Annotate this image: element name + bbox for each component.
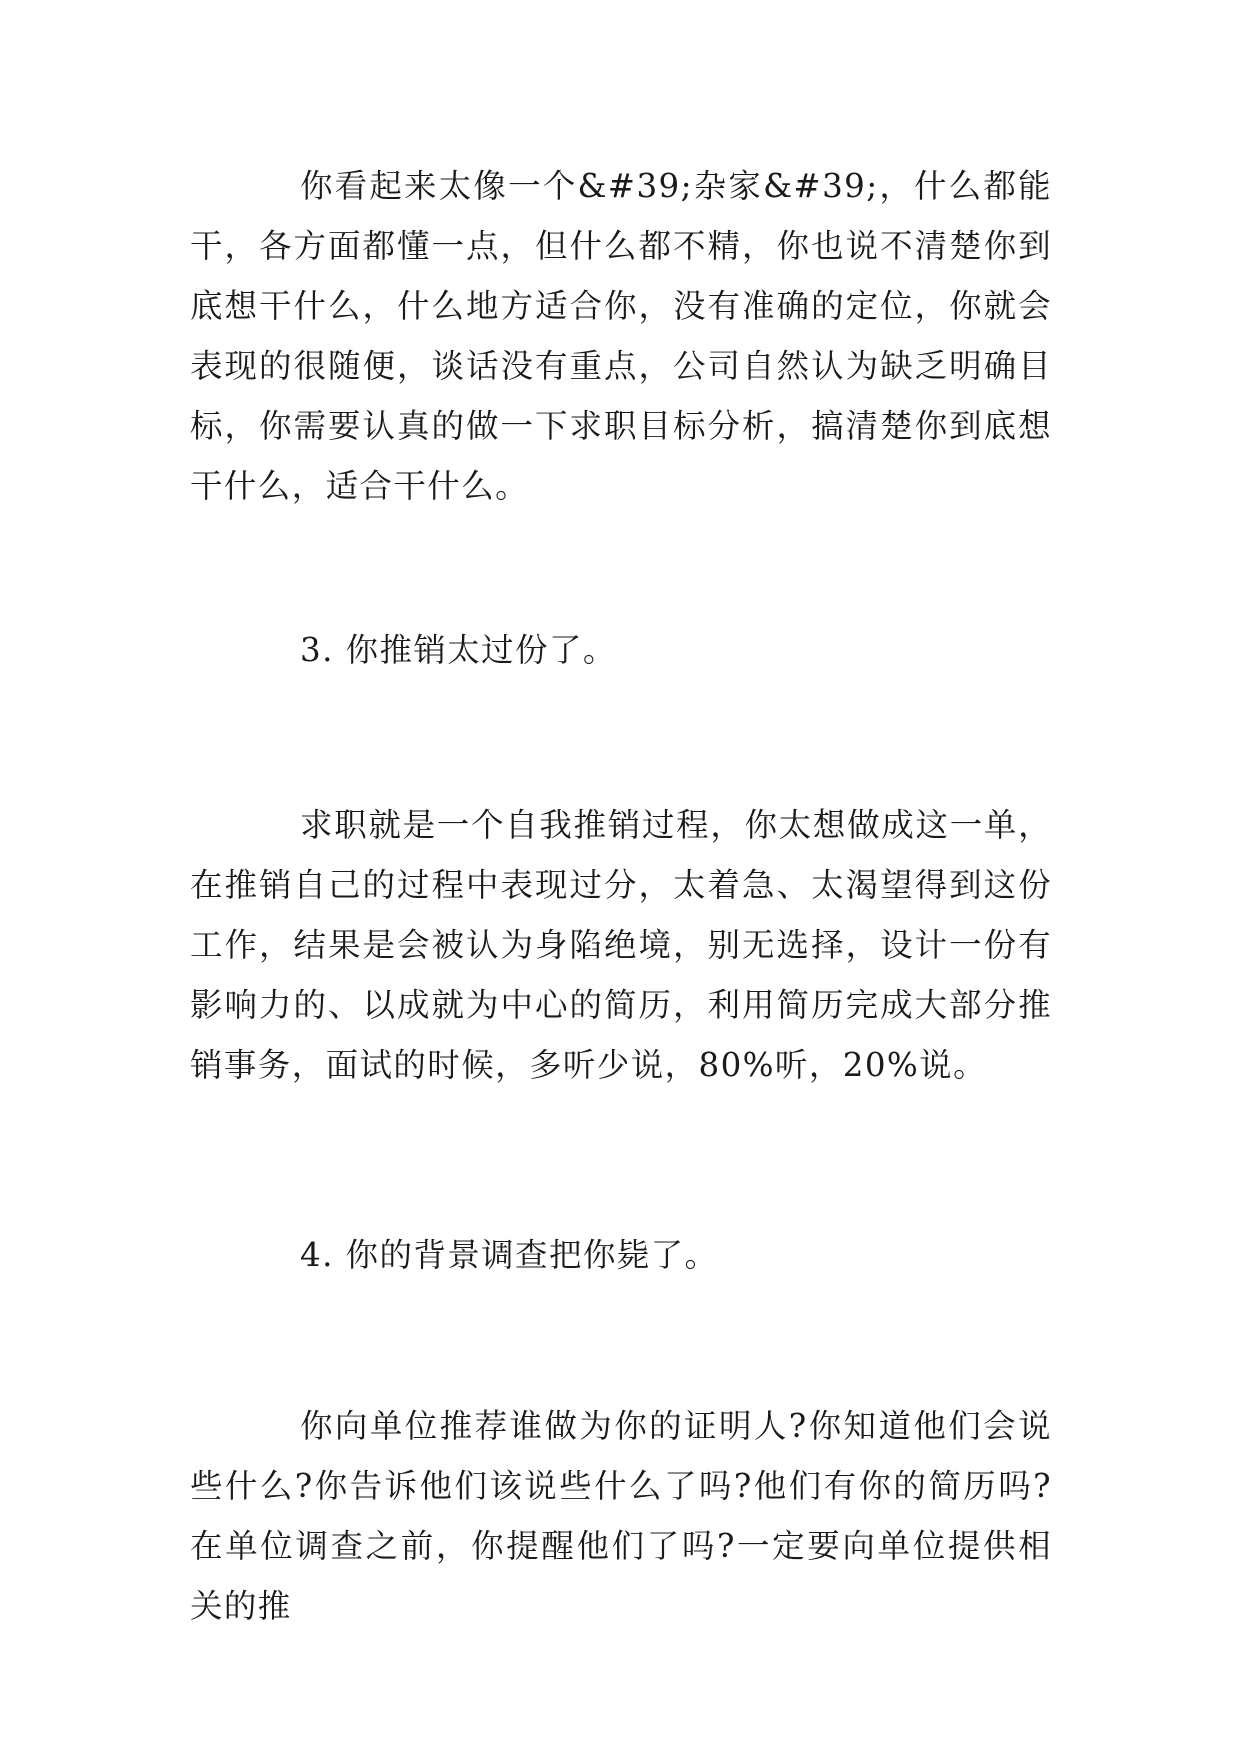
paragraph-generalist: 你看起来太像一个&#39;杂家&#39;，什么都能干，各方面都懂一点，但什么都不精，你也说不清楚你到底想干什么，什么地方适合你，没有准确的定位，你就会表现的很随便，谈话没有重点，公司自然认为缺乏明确目标，你需要认真的做一下求职目标分析，搞清楚你到底想干什么，适合干什么。 (190, 167, 1052, 505)
paragraph-references: 你向单位推荐谁做为你的证明人?你知道他们会说些什么?你告诉他们该说些什么了吗?他们有你的简历吗?在单位调查之前，你提醒他们了吗?一定要向单位提供相关的推 (190, 1407, 1052, 1625)
section-heading-3: 3. 你推销太过份了。 (300, 631, 617, 669)
section-heading-4: 4. 你的背景调查把你毙了。 (300, 1236, 719, 1274)
paragraph-self-promotion: 求职就是一个自我推销过程，你太想做成这一单，在推销自己的过程中表现过分，太着急、太渴望得到这份工作，结果是会被认为身陷绝境，别无选择，设计一份有影响力的、以成就为中心的简历，利用简历完成大部分推销事务，面试的时候，多听少说，80%听，20%说。 (190, 806, 1052, 1084)
